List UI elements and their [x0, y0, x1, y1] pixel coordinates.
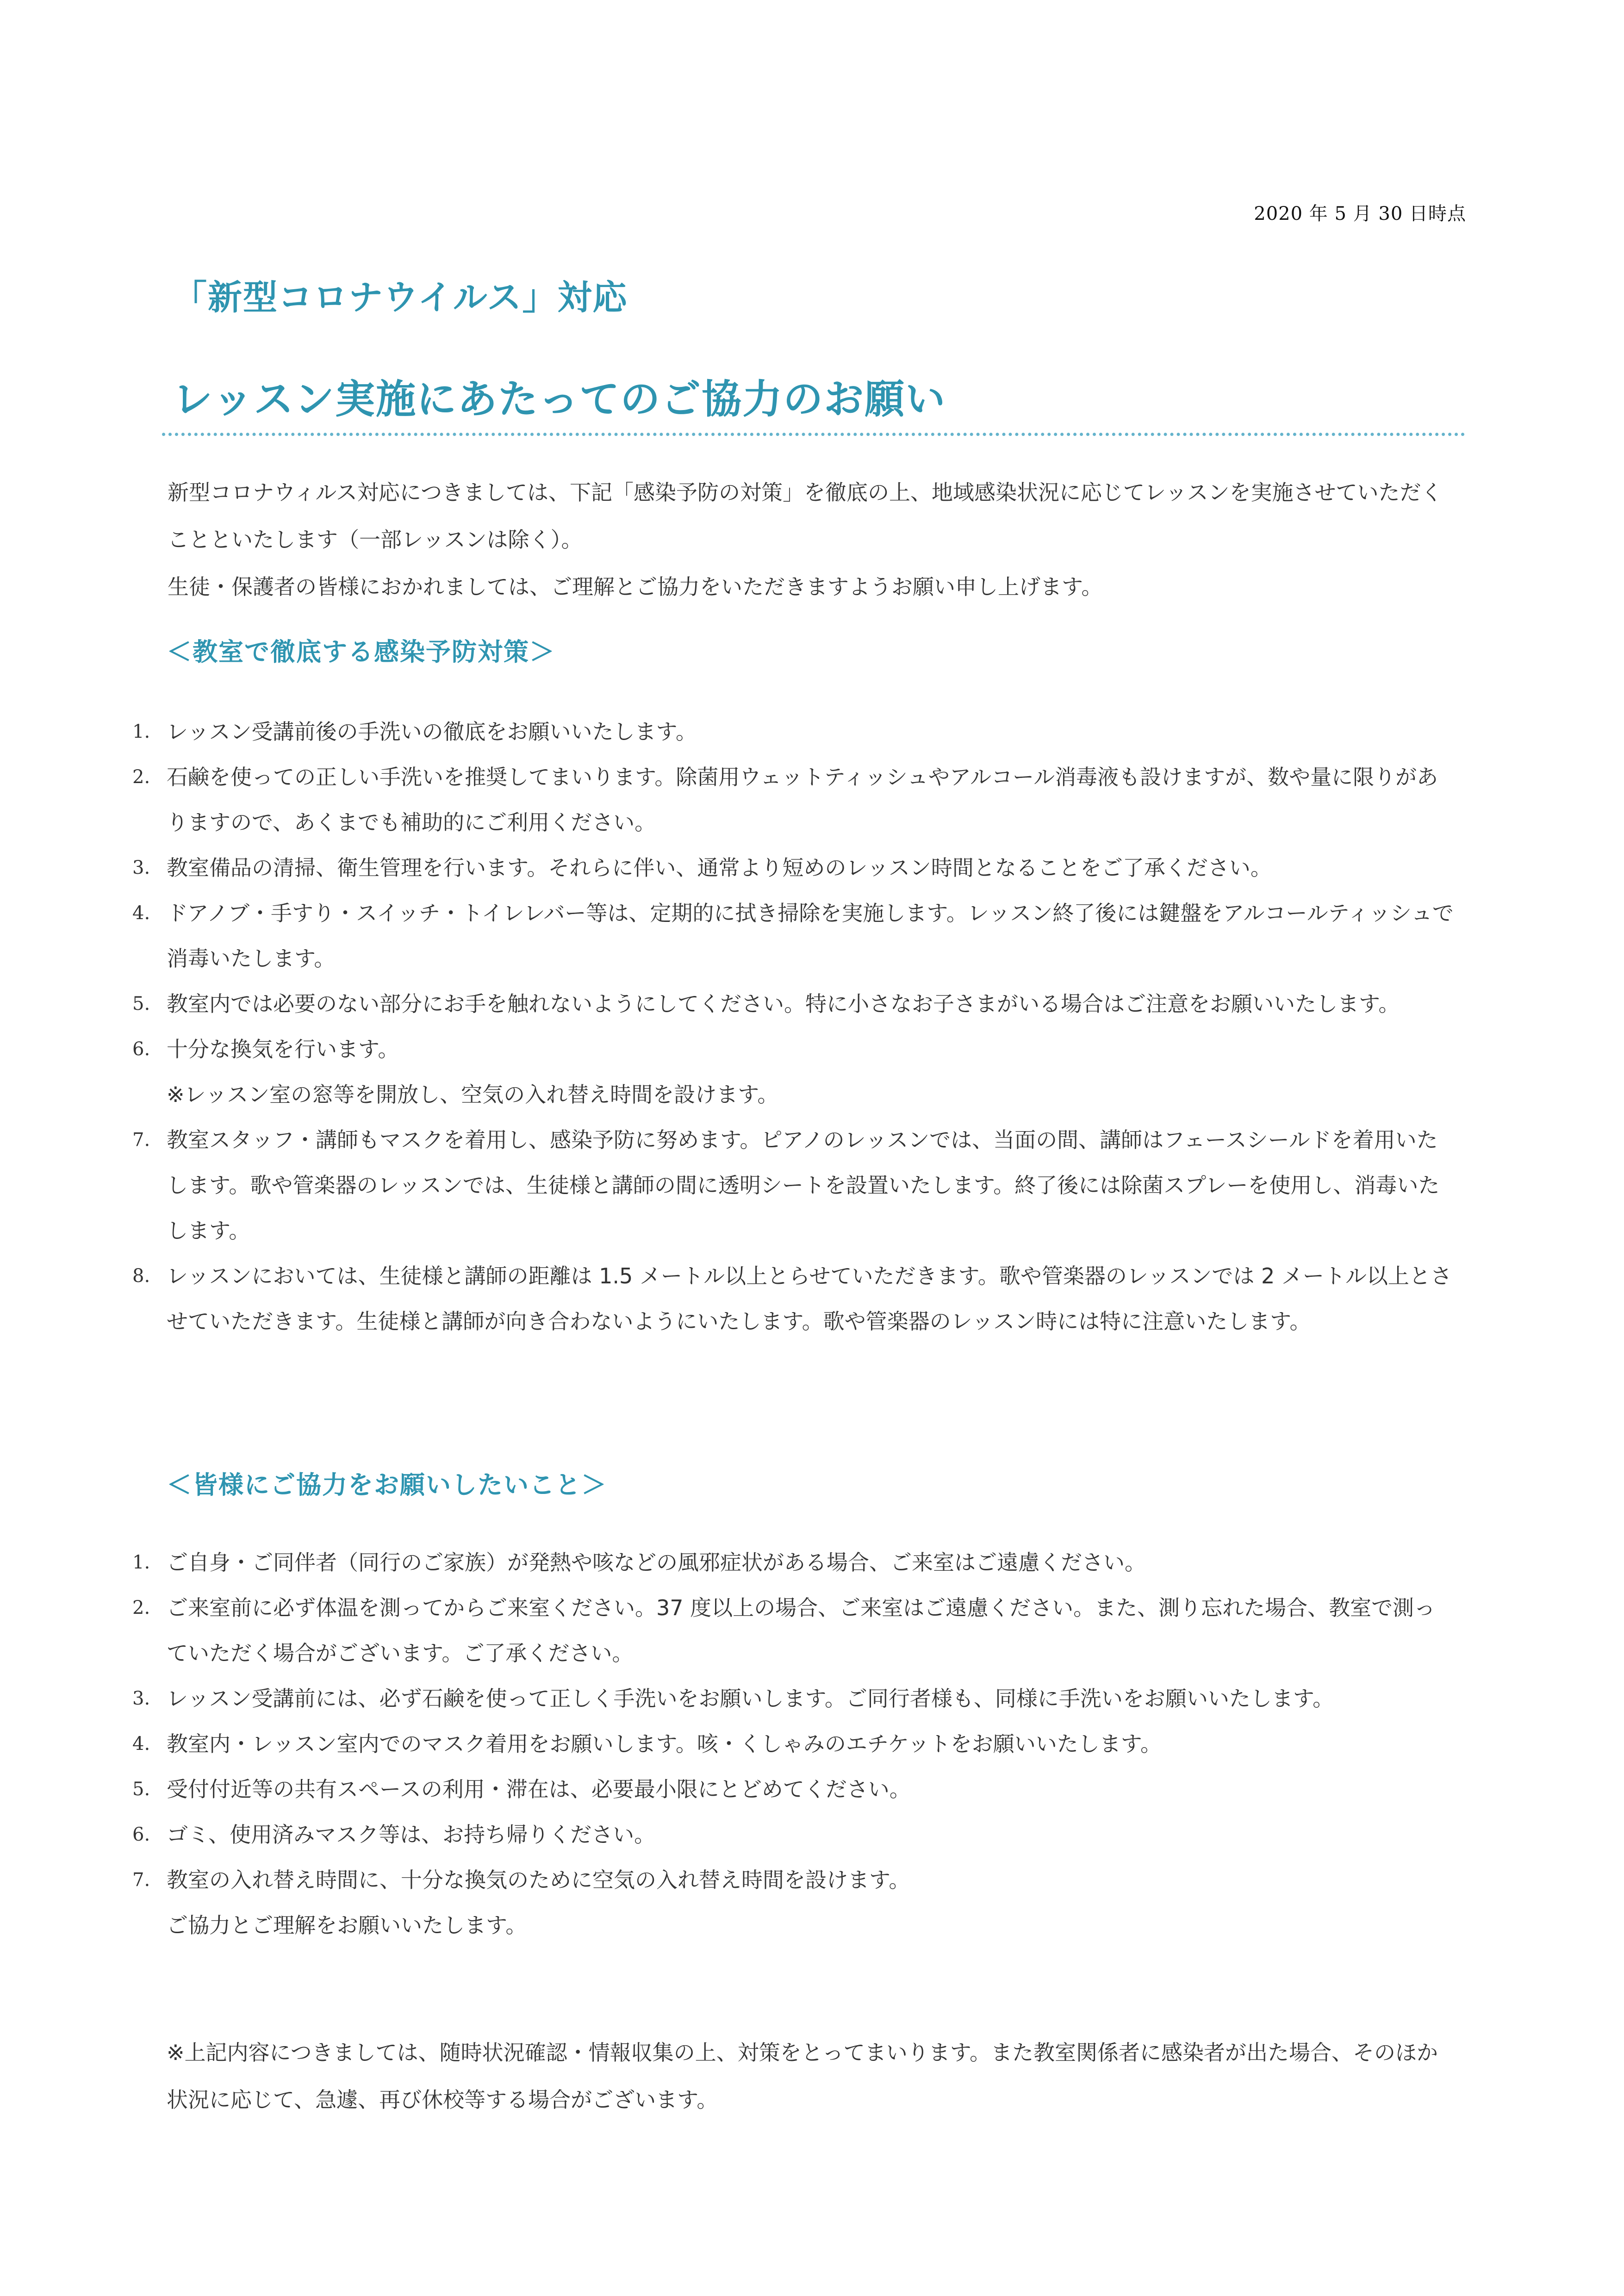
prevention-list [0, 709, 1456, 1344]
list-item [0, 709, 1456, 754]
list-item-text: 受付付近等の共有スペースの利用・滞在は、必要最小限にとどめてください。 [167, 1777, 911, 1802]
list-item-number: 5. [132, 1779, 150, 1800]
list-item-text: 教室備品の清掃、衛生管理を行います。それらに伴い、通常より短めのレッスン時間となることをご了承ください。 [167, 855, 1272, 880]
list-item [0, 1857, 1456, 1948]
dotted-divider [162, 433, 1465, 436]
list-item [0, 845, 1456, 890]
section-heading-prevention: ＜教室で徹底する感染予防対策＞ [167, 637, 555, 666]
list-item [0, 1540, 1456, 1585]
list-item-text: 十分な換気を行います。 [167, 1037, 399, 1062]
list-item-number: 7. [132, 1129, 150, 1151]
list-item-number: 1. [132, 1552, 150, 1573]
list-item [0, 1027, 1456, 1117]
list-item [0, 1812, 1456, 1857]
list-item-number: 6. [132, 1039, 150, 1060]
list-item-text: ご来室前に必ず体温を測ってからご来室ください。37 度以上の場合、ご来室はご遠慮ください。また、測り忘れた場合、教室で測っていただく場合がございます。ご了承ください。 [167, 1595, 1436, 1666]
page-subtitle: レッスン実施にあたってのご協力のお願い [173, 376, 946, 423]
list-item-number: 3. [132, 857, 150, 878]
list-item-text: レッスン受講前後の手洗いの徹底をお願いいたします。 [167, 719, 697, 744]
intro-text-1: 新型コロナウィルス対応につきましては、下記「感染予防の対策」を徹底の上、地域感染状況に応じてレッスンを実施させていただくことといたします（一部レッスンは除く）。 [168, 480, 1443, 552]
date-stamp: 2020 年 5 月 30 日時点 [1254, 203, 1466, 224]
section-heading-requests: ＜皆様にご協力をお願いしたいこと＞ [167, 1470, 607, 1500]
list-item [0, 981, 1456, 1027]
list-item-number: 6. [132, 1824, 150, 1845]
intro-paragraph [168, 469, 1463, 610]
list-item-number: 4. [132, 1733, 150, 1755]
list-item-number: 2. [132, 766, 150, 788]
list-item-text: ゴミ、使用済みマスク等は、お持ち帰りください。 [167, 1822, 656, 1847]
list-item-text: 教室内・レッスン室内でのマスク着用をお願いします。咳・くしゃみのエチケットをお願いいたします。 [167, 1731, 1162, 1756]
list-item [0, 890, 1456, 981]
list-item-text: ドアノブ・手すり・スイッチ・トイレレバー等は、定期的に拭き掃除を実施します。レッスン終了後には鍵盤をアルコールティッシュで消毒いたします。 [167, 901, 1454, 971]
list-item-text: 教室内では必要のない部分にお手を触れないようにしてください。特に小さなお子さまがいる場合はご注意をお願いいたします。 [167, 991, 1400, 1016]
list-item [0, 1253, 1456, 1344]
list-item-text: ご自身・ご同伴者（同行のご家族）が発熱や咳などの風邪症状がある場合、ご来室はご遠慮ください。 [167, 1550, 1146, 1575]
list-item [0, 1117, 1456, 1253]
requests-list [0, 1540, 1456, 1948]
list-item-text: 石鹸を使っての正しい手洗いを推奨してまいります。除菌用ウェットティッシュやアルコール消毒液も設けますが、数や量に限りがありますので、あくまでも補助的にご利用ください。 [167, 765, 1438, 835]
list-item-number: 5. [132, 993, 150, 1014]
list-item-note: ※レッスン室の窓等を開放し、空気の入れ替え時間を設けます。 [167, 1082, 779, 1107]
list-item-number: 1. [132, 721, 150, 742]
list-item-number: 8. [132, 1265, 150, 1287]
closing-note: ※上記内容につきましては、随時状況確認・情報収集の上、対策をとってまいります。また教室関係者に感染者が出た場合、そのほか状況に応じて、急遽、再び休校等する場合がございます。 [167, 2040, 1438, 2112]
list-item-number: 4. [132, 902, 150, 924]
list-item-text: レッスンにおいては、生徒様と講師の距離は 1.5 メートル以上とらせていただきます。歌や管楽器のレッスンでは 2 メートル以上とさせていただきます。生徒様と講師が向き合わないようにいたします。歌や管楽器のレッスン時には特に注意いたします。 [167, 1263, 1452, 1334]
list-item [0, 1585, 1456, 1676]
list-item [0, 1767, 1456, 1812]
intro-text-2: 生徒・保護者の皆様におかれましては、ご理解とご協力をいただきますようお願い申し上げます。 [168, 574, 1103, 599]
list-item-text: 教室スタッフ・講師もマスクを着用し、感染予防に努めます。ピアノのレッスンでは、当面の間、講師はフェースシールドを着用いたします。歌や管楽器のレッスンでは、生徒様と講師の間に透明シートを設置いたします。終了後には除菌スプレーを使用し、消毒いたします。 [167, 1127, 1440, 1243]
list-item-note: ご協力とご理解をお願いいたします。 [167, 1913, 527, 1938]
list-item-number: 7. [132, 1869, 150, 1891]
list-item-number: 2. [132, 1597, 150, 1618]
list-item [0, 1721, 1456, 1767]
page-title: 「新型コロナウイルス」対応 [173, 278, 628, 317]
list-item-text: 教室の入れ替え時間に、十分な換気のために空気の入れ替え時間を設けます。 [167, 1867, 910, 1892]
list-item-text: レッスン受講前には、必ず石鹸を使って正しく手洗いをお願いします。ご同行者様も、同様に手洗いをお願いいたします。 [167, 1686, 1334, 1711]
list-item [0, 1676, 1456, 1721]
list-item [0, 754, 1456, 845]
list-item-number: 3. [132, 1688, 150, 1709]
